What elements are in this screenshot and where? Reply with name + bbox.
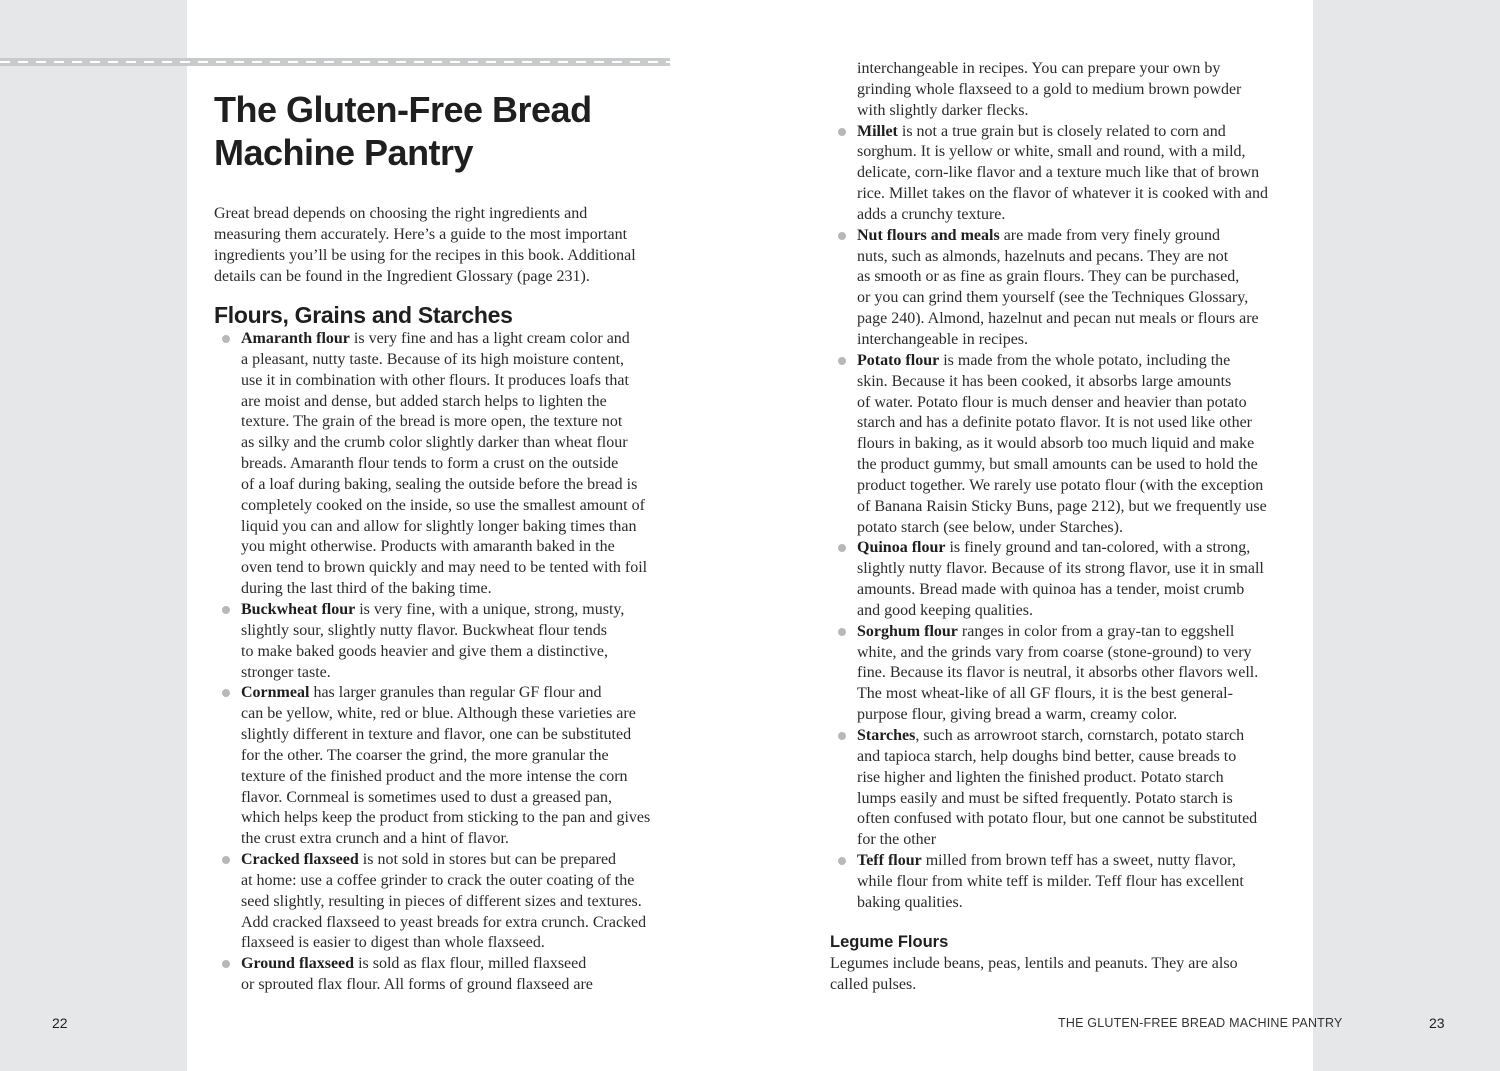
- text-line: flaxseed is easier to digest than whole flaxseed.: [241, 934, 545, 952]
- text-line: slightly nutty flavor. Because of its strong flavor, use it in small: [857, 560, 1264, 578]
- ingredient-term: Amaranth flour: [241, 330, 350, 347]
- intro-paragraph: [214, 204, 674, 288]
- text-line: use it in combination with other flours. It produces loafs that: [241, 371, 629, 389]
- ingredient-description: is made from the whole potato, including the: [939, 351, 1231, 369]
- text-line: called pulses.: [830, 975, 917, 993]
- text-line: page 240). Almond, hazelnut and pecan nut meals or flours are: [857, 310, 1259, 328]
- text-line: [857, 122, 1300, 143]
- ingredient-description: is finely ground and tan-colored, with a strong,: [945, 539, 1251, 557]
- bullet-icon: [222, 335, 230, 343]
- ingredient-description: is not a true grain but is closely related to corn and: [897, 122, 1226, 140]
- text-line: while flour from white teff is milder. Teff flour has excellent: [857, 872, 1244, 890]
- ingredient-description: has larger granules than regular GF flour and: [309, 684, 602, 702]
- text-line: delicate, corn-like flavor and a texture much like that of brown: [857, 164, 1260, 182]
- text-line: and good keeping qualities.: [857, 601, 1033, 619]
- continued-paragraph: [830, 59, 1300, 122]
- bullet-icon: [838, 628, 846, 636]
- text-line: as smooth or as fine as grain flours. They can be purchased,: [857, 268, 1240, 286]
- ingredient-list-right: [830, 59, 1300, 914]
- text-line: [241, 683, 684, 704]
- text-line: and tapioca starch, help doughs bind better, cause breads to: [857, 747, 1237, 765]
- bullet-icon: [838, 732, 846, 740]
- text-line: stronger taste.: [241, 663, 331, 681]
- bullet-icon: [222, 606, 230, 614]
- ingredient-entry: [830, 122, 1300, 226]
- text-line: adds a crunchy texture.: [857, 205, 1006, 223]
- decorative-dotted-bar: [0, 55, 670, 69]
- text-line: amounts. Bread made with quinoa has a tender, moist crumb: [857, 581, 1245, 599]
- text-line: rise higher and lighten the finished product. Potato starch: [857, 768, 1224, 786]
- ingredient-description: is not sold in stores but can be prepared: [358, 851, 617, 869]
- ingredient-term: Cornmeal: [241, 684, 310, 702]
- ingredient-entry: [830, 351, 1300, 539]
- text-line: liquid you can and allow for slightly longer baking times than: [241, 517, 637, 535]
- intro-line: Great bread depends on choosing the right ingredients and: [214, 205, 588, 222]
- text-line: white, and the grinds vary from coarse (stone-ground) to very: [857, 643, 1252, 661]
- bullet-icon: [838, 544, 846, 552]
- text-line: [857, 726, 1300, 747]
- text-line: of Banana Raisin Sticky Buns, page 212), but we frequently use: [857, 497, 1267, 515]
- text-line: [857, 351, 1300, 372]
- ingredient-entry: [214, 954, 684, 996]
- ingredient-entry: [214, 683, 684, 850]
- text-line: you might otherwise. Products with amaranth baked in the: [241, 538, 615, 556]
- text-line: completely cooked on the inside, so use the smallest amount of: [241, 496, 645, 514]
- intro-line: details can be found in the Ingredient Glossary (page 231).: [214, 267, 590, 285]
- page-title-line: The Gluten-Free Bread: [214, 89, 592, 130]
- ingredient-description: , such as arrowroot starch, cornstarch, potato starch: [915, 727, 1245, 744]
- text-line: nuts, such as almonds, hazelnuts and pecans. They are not: [857, 247, 1229, 265]
- ingredient-term: Cracked flaxseed: [241, 851, 359, 869]
- text-line: [857, 622, 1300, 643]
- ingredient-description: is sold as flax flour, milled flaxseed: [354, 955, 587, 973]
- text-line: with slightly darker flecks.: [857, 101, 1029, 119]
- page-title-line: Machine Pantry: [214, 132, 474, 173]
- text-line: potato starch (see below, under Starches).: [857, 518, 1123, 536]
- bullet-icon: [222, 689, 230, 697]
- text-line: are moist and dense, but added starch helps to lighten the: [241, 392, 607, 410]
- text-line: sorghum. It is yellow or white, small and round, with a mild,: [857, 143, 1246, 161]
- text-line: to make baked goods heavier and give them a distinctive,: [241, 642, 608, 660]
- text-line: skin. Because it has been cooked, it absorbs large amounts: [857, 372, 1232, 390]
- text-line: which helps keep the product from sticking to the pan and gives: [241, 809, 651, 827]
- ingredient-entry: [830, 538, 1300, 621]
- text-line: [241, 600, 684, 621]
- text-line: baking qualities.: [857, 893, 963, 911]
- text-line: oven tend to brown quickly and may need to be tented with foil: [241, 559, 648, 577]
- text-line: product together. We rarely use potato flour (with the exception: [857, 476, 1264, 494]
- text-line: of a loaf during baking, sealing the outside before the bread is: [241, 475, 638, 493]
- text-line: rice. Millet takes on the flavor of whatever it is cooked with and: [857, 185, 1268, 203]
- text-line: as silky and the crumb color slightly darker than wheat flour: [241, 434, 628, 452]
- bullet-icon: [838, 232, 846, 240]
- text-line: flours in baking, as it would absorb too much liquid and make: [857, 435, 1255, 453]
- ingredient-description: milled from brown teff has a sweet, nutty flavor,: [921, 852, 1236, 870]
- text-line: for the other. The coarser the grind, the more granular the: [241, 746, 609, 764]
- ingredient-list-left: [214, 329, 684, 996]
- text-line: The most wheat-like of all GF flours, it is the best general-: [857, 685, 1233, 703]
- text-line: or sprouted flax flour. All forms of ground flaxseed are: [241, 976, 593, 994]
- intro-line: measuring them accurately. Here’s a guide to the most important: [214, 225, 628, 243]
- page-title: [214, 88, 592, 174]
- text-line: [241, 850, 684, 871]
- sub-heading-legume-flours: Legume Flours: [830, 933, 949, 951]
- ingredient-term: Quinoa flour: [857, 539, 946, 557]
- text-line: texture of the finished product and the more intense the corn: [241, 767, 628, 785]
- intro-line: ingredients you’ll be using for the recipes in this book. Additional: [214, 246, 636, 264]
- ingredient-description: ranges in color from a gray-tan to eggshell: [957, 622, 1235, 640]
- text-line: [857, 851, 1300, 872]
- text-line: interchangeable in recipes. You can prepare your own by: [857, 60, 1221, 77]
- ingredient-entry: [214, 850, 684, 954]
- text-line: Legumes include beans, peas, lentils and peanuts. They are also: [830, 955, 1238, 972]
- ingredient-term: Starches: [857, 727, 916, 744]
- text-line: breads. Amaranth flour tends to form a crust on the outside: [241, 455, 619, 473]
- text-line: for the other: [857, 831, 937, 849]
- text-line: at home: use a coffee grinder to crack the outer coating of the: [241, 871, 635, 889]
- text-line: can be yellow, white, red or blue. Although these varieties are: [241, 705, 636, 723]
- text-line: fine. Because its flavor is neutral, it absorbs other flavors well.: [857, 664, 1259, 682]
- text-line: during the last third of the baking time.: [241, 580, 492, 598]
- page-number-right: 23: [1429, 1015, 1445, 1031]
- text-line: slightly sour, slightly nutty flavor. Buckwheat flour tends: [241, 621, 607, 639]
- ingredient-term: Ground flaxseed: [241, 955, 355, 973]
- text-line: the crust extra crunch and a hint of flavor.: [241, 830, 509, 848]
- text-line: [857, 538, 1300, 559]
- text-line: grinding whole flaxseed to a gold to medium brown powder: [857, 80, 1242, 98]
- ingredient-term: Millet: [857, 122, 898, 140]
- text-line: flavor. Cornmeal is sometimes used to dust a greased pan,: [241, 788, 613, 806]
- bullet-icon: [838, 357, 846, 365]
- text-line: a pleasant, nutty taste. Because of its high moisture content,: [241, 350, 625, 368]
- ingredient-term: Potato flour: [857, 351, 940, 369]
- ingredient-entry: [830, 726, 1300, 851]
- ingredient-entry: [214, 600, 684, 683]
- running-head: THE GLUTEN-FREE BREAD MACHINE PANTRY: [1058, 1016, 1343, 1030]
- bullet-icon: [838, 128, 846, 136]
- ingredient-term: Nut flours and meals: [857, 226, 1000, 244]
- bullet-icon: [222, 960, 230, 968]
- text-line: [857, 226, 1300, 247]
- bullet-icon: [222, 856, 230, 864]
- ingredient-term: Sorghum flour: [857, 622, 958, 640]
- text-line: the product gummy, but small amounts can be used to hold the: [857, 456, 1258, 474]
- ingredient-term: Teff flour: [857, 852, 922, 870]
- ingredient-entry: [830, 851, 1300, 914]
- text-line: of water. Potato flour is much denser and heavier than potato: [857, 393, 1247, 411]
- ingredient-entry: [830, 622, 1300, 726]
- text-line: lumps easily and must be sifted frequently. Potato starch is: [857, 789, 1233, 807]
- ingredient-entry: [214, 329, 684, 600]
- text-line: texture. The grain of the bread is more open, the texture not: [241, 413, 623, 431]
- text-line: [241, 329, 684, 350]
- ingredient-term: Buckwheat flour: [241, 600, 356, 618]
- text-line: interchangeable in recipes.: [857, 330, 1029, 348]
- text-line: slightly different in texture and flavor, one can be substituted: [241, 726, 632, 744]
- ingredient-description: is very fine and has a light cream color and: [349, 330, 630, 347]
- bullet-icon: [838, 857, 846, 865]
- text-line: purpose flour, giving bread a warm, creamy color.: [857, 706, 1178, 724]
- text-line: seed slightly, resulting in pieces of different sizes and textures.: [241, 892, 642, 910]
- page-number-left: 22: [52, 1015, 68, 1031]
- text-line: starch and has a definite potato flavor. It is not used like other: [857, 414, 1252, 432]
- ingredient-entry: [830, 226, 1300, 351]
- text-line: [241, 954, 684, 975]
- ingredient-description: are made from very finely ground: [999, 226, 1221, 244]
- text-line: or you can grind them yourself (see the Techniques Glossary,: [857, 289, 1249, 307]
- section-heading: Flours, Grains and Starches: [214, 302, 513, 328]
- text-line: Add cracked flaxseed to yeast breads for extra crunch. Cracked: [241, 913, 647, 931]
- ingredient-description: is very fine, with a unique, strong, musty,: [355, 600, 625, 618]
- text-line: often confused with potato flour, but one cannot be substituted: [857, 810, 1258, 828]
- legume-paragraph: [830, 954, 1238, 996]
